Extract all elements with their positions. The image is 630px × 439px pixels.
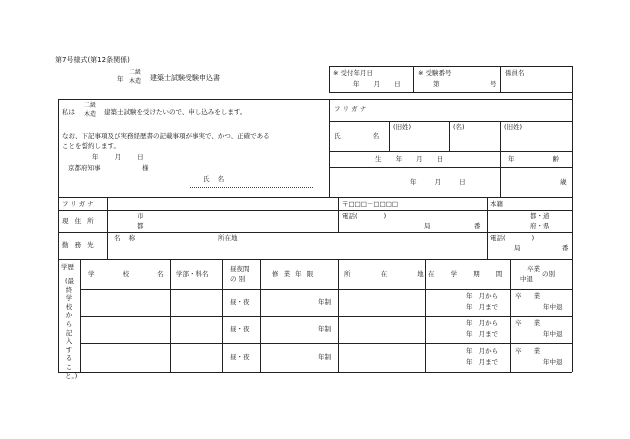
address-metropolis: 都 bbox=[137, 222, 144, 230]
header-daynight-bottom: の 別 bbox=[230, 275, 246, 283]
applicant-given-name: (名) bbox=[453, 123, 465, 131]
header-daynight-top: 昼夜間 bbox=[230, 265, 250, 273]
honseki-label: 本籍 bbox=[490, 200, 503, 208]
declaration-i-am: 私は bbox=[62, 108, 75, 116]
address-label: 現 住 所 bbox=[62, 217, 94, 225]
exam-number-suffix: 号 bbox=[490, 80, 497, 88]
form-number: 第7号様式(第12条関係) bbox=[55, 56, 130, 64]
applicant-furigana-label: フ リ ガ ナ bbox=[334, 105, 367, 113]
applicant-old-name-2: (旧姓) bbox=[504, 123, 523, 131]
declaration-name-label: 氏 名 bbox=[203, 175, 225, 183]
declaration-grade-bottom: 木造 bbox=[84, 111, 97, 118]
form-title: 建築士試験受験申込書 bbox=[150, 74, 220, 82]
residence-phone-number: 番 bbox=[474, 222, 481, 230]
header-years: 修 業 年 限 bbox=[272, 270, 314, 278]
receipt-date-value: 年 月 日 bbox=[353, 80, 401, 88]
workplace-name-label: 名 称 bbox=[114, 234, 136, 242]
row-years-unit: 年制 bbox=[318, 298, 331, 306]
exam-number-label: ※ 受験番号 bbox=[418, 69, 452, 77]
residence-phone-label: 電話( ) bbox=[342, 212, 387, 220]
title-grade-bottom: 木造 bbox=[129, 78, 142, 85]
row-period-to: 年 月まで bbox=[466, 358, 499, 366]
exam-number-prefix: 第 bbox=[433, 80, 440, 88]
workplace-phone-bureau: 局 bbox=[514, 244, 521, 252]
row-period-to: 年 月まで bbox=[466, 303, 499, 311]
clerk-name-label: 係員名 bbox=[505, 69, 525, 77]
postal-code: 〒□□□－□□□□ bbox=[342, 200, 398, 208]
row-years-unit: 年制 bbox=[318, 325, 331, 333]
age-unit: 歳 bbox=[560, 178, 567, 186]
title-year-label: 年 bbox=[117, 75, 124, 83]
row-period-from: 年 月から bbox=[466, 347, 499, 355]
header-status-bottom: の別 bbox=[542, 270, 555, 278]
prefecture-line-1: 都・道 bbox=[530, 212, 550, 220]
row-status-grad: 卒 業 bbox=[515, 347, 541, 355]
row-status-drop: 年中退 bbox=[543, 330, 563, 338]
declaration-addressee: 京都府知事 bbox=[68, 164, 101, 172]
education-side-note: (最終学校から記入すること。) bbox=[65, 277, 78, 380]
declaration-grade-top: 二級 bbox=[84, 102, 97, 109]
header-school: 学 校 名 bbox=[88, 270, 164, 278]
workplace-phone-number: 番 bbox=[562, 244, 569, 252]
row-daynight: 昼・夜 bbox=[230, 298, 250, 306]
declaration-request: 建築士試験を受けたいので、申し込みをします。 bbox=[104, 108, 247, 116]
workplace-phone-label: 電話( ) bbox=[490, 234, 535, 242]
prefecture-line-2: 府・県 bbox=[530, 222, 550, 230]
birth-date-value: 年 月 日 bbox=[410, 178, 466, 186]
header-status-mid: 中退 bbox=[520, 275, 533, 283]
row-status-grad: 卒 業 bbox=[515, 292, 541, 300]
row-years-unit: 年制 bbox=[318, 353, 331, 361]
birth-date-label: 生 年 月 日 bbox=[375, 155, 444, 163]
row-period-from: 年 月から bbox=[466, 292, 499, 300]
header-period: 在 学 期 間 bbox=[428, 270, 503, 278]
age-label: 年 齢 bbox=[508, 155, 560, 163]
row-daynight: 昼・夜 bbox=[230, 325, 250, 333]
row-status-drop: 年中退 bbox=[543, 358, 563, 366]
declaration-line-1: なお、下記事項及び実務経歴書の記載事項が事実で、かつ、正確である bbox=[62, 132, 270, 140]
declaration-line-2: ことを誓約します。 bbox=[62, 142, 120, 150]
address-city: 市 bbox=[137, 212, 144, 220]
residence-furigana-label: フリガナ bbox=[62, 200, 96, 208]
receipt-date-label: ※ 受付年月日 bbox=[333, 69, 374, 77]
workplace-label: 勤 務 先 bbox=[62, 241, 94, 249]
title-grade-top: 二級 bbox=[129, 69, 142, 76]
declaration-honorific: 様 bbox=[142, 164, 149, 172]
declaration-date: 年 月 日 bbox=[92, 153, 144, 161]
row-status-grad: 卒 業 bbox=[515, 319, 541, 327]
row-period-from: 年 月から bbox=[466, 319, 499, 327]
row-period-to: 年 月まで bbox=[466, 330, 499, 338]
residence-phone-bureau: 局 bbox=[424, 222, 431, 230]
applicant-old-name-1: (旧姓) bbox=[393, 123, 412, 131]
header-location: 所 在 地 bbox=[344, 270, 424, 278]
header-faculty: 学部・科名 bbox=[176, 270, 209, 278]
row-status-drop: 年中退 bbox=[543, 303, 563, 311]
education-side-label: 学歴 bbox=[61, 263, 74, 271]
workplace-location-label: 所在地 bbox=[218, 234, 238, 242]
row-daynight: 昼・夜 bbox=[230, 353, 250, 361]
applicant-name-label: 氏 名 bbox=[334, 132, 380, 140]
header-status-top: 卒業 bbox=[527, 265, 540, 273]
